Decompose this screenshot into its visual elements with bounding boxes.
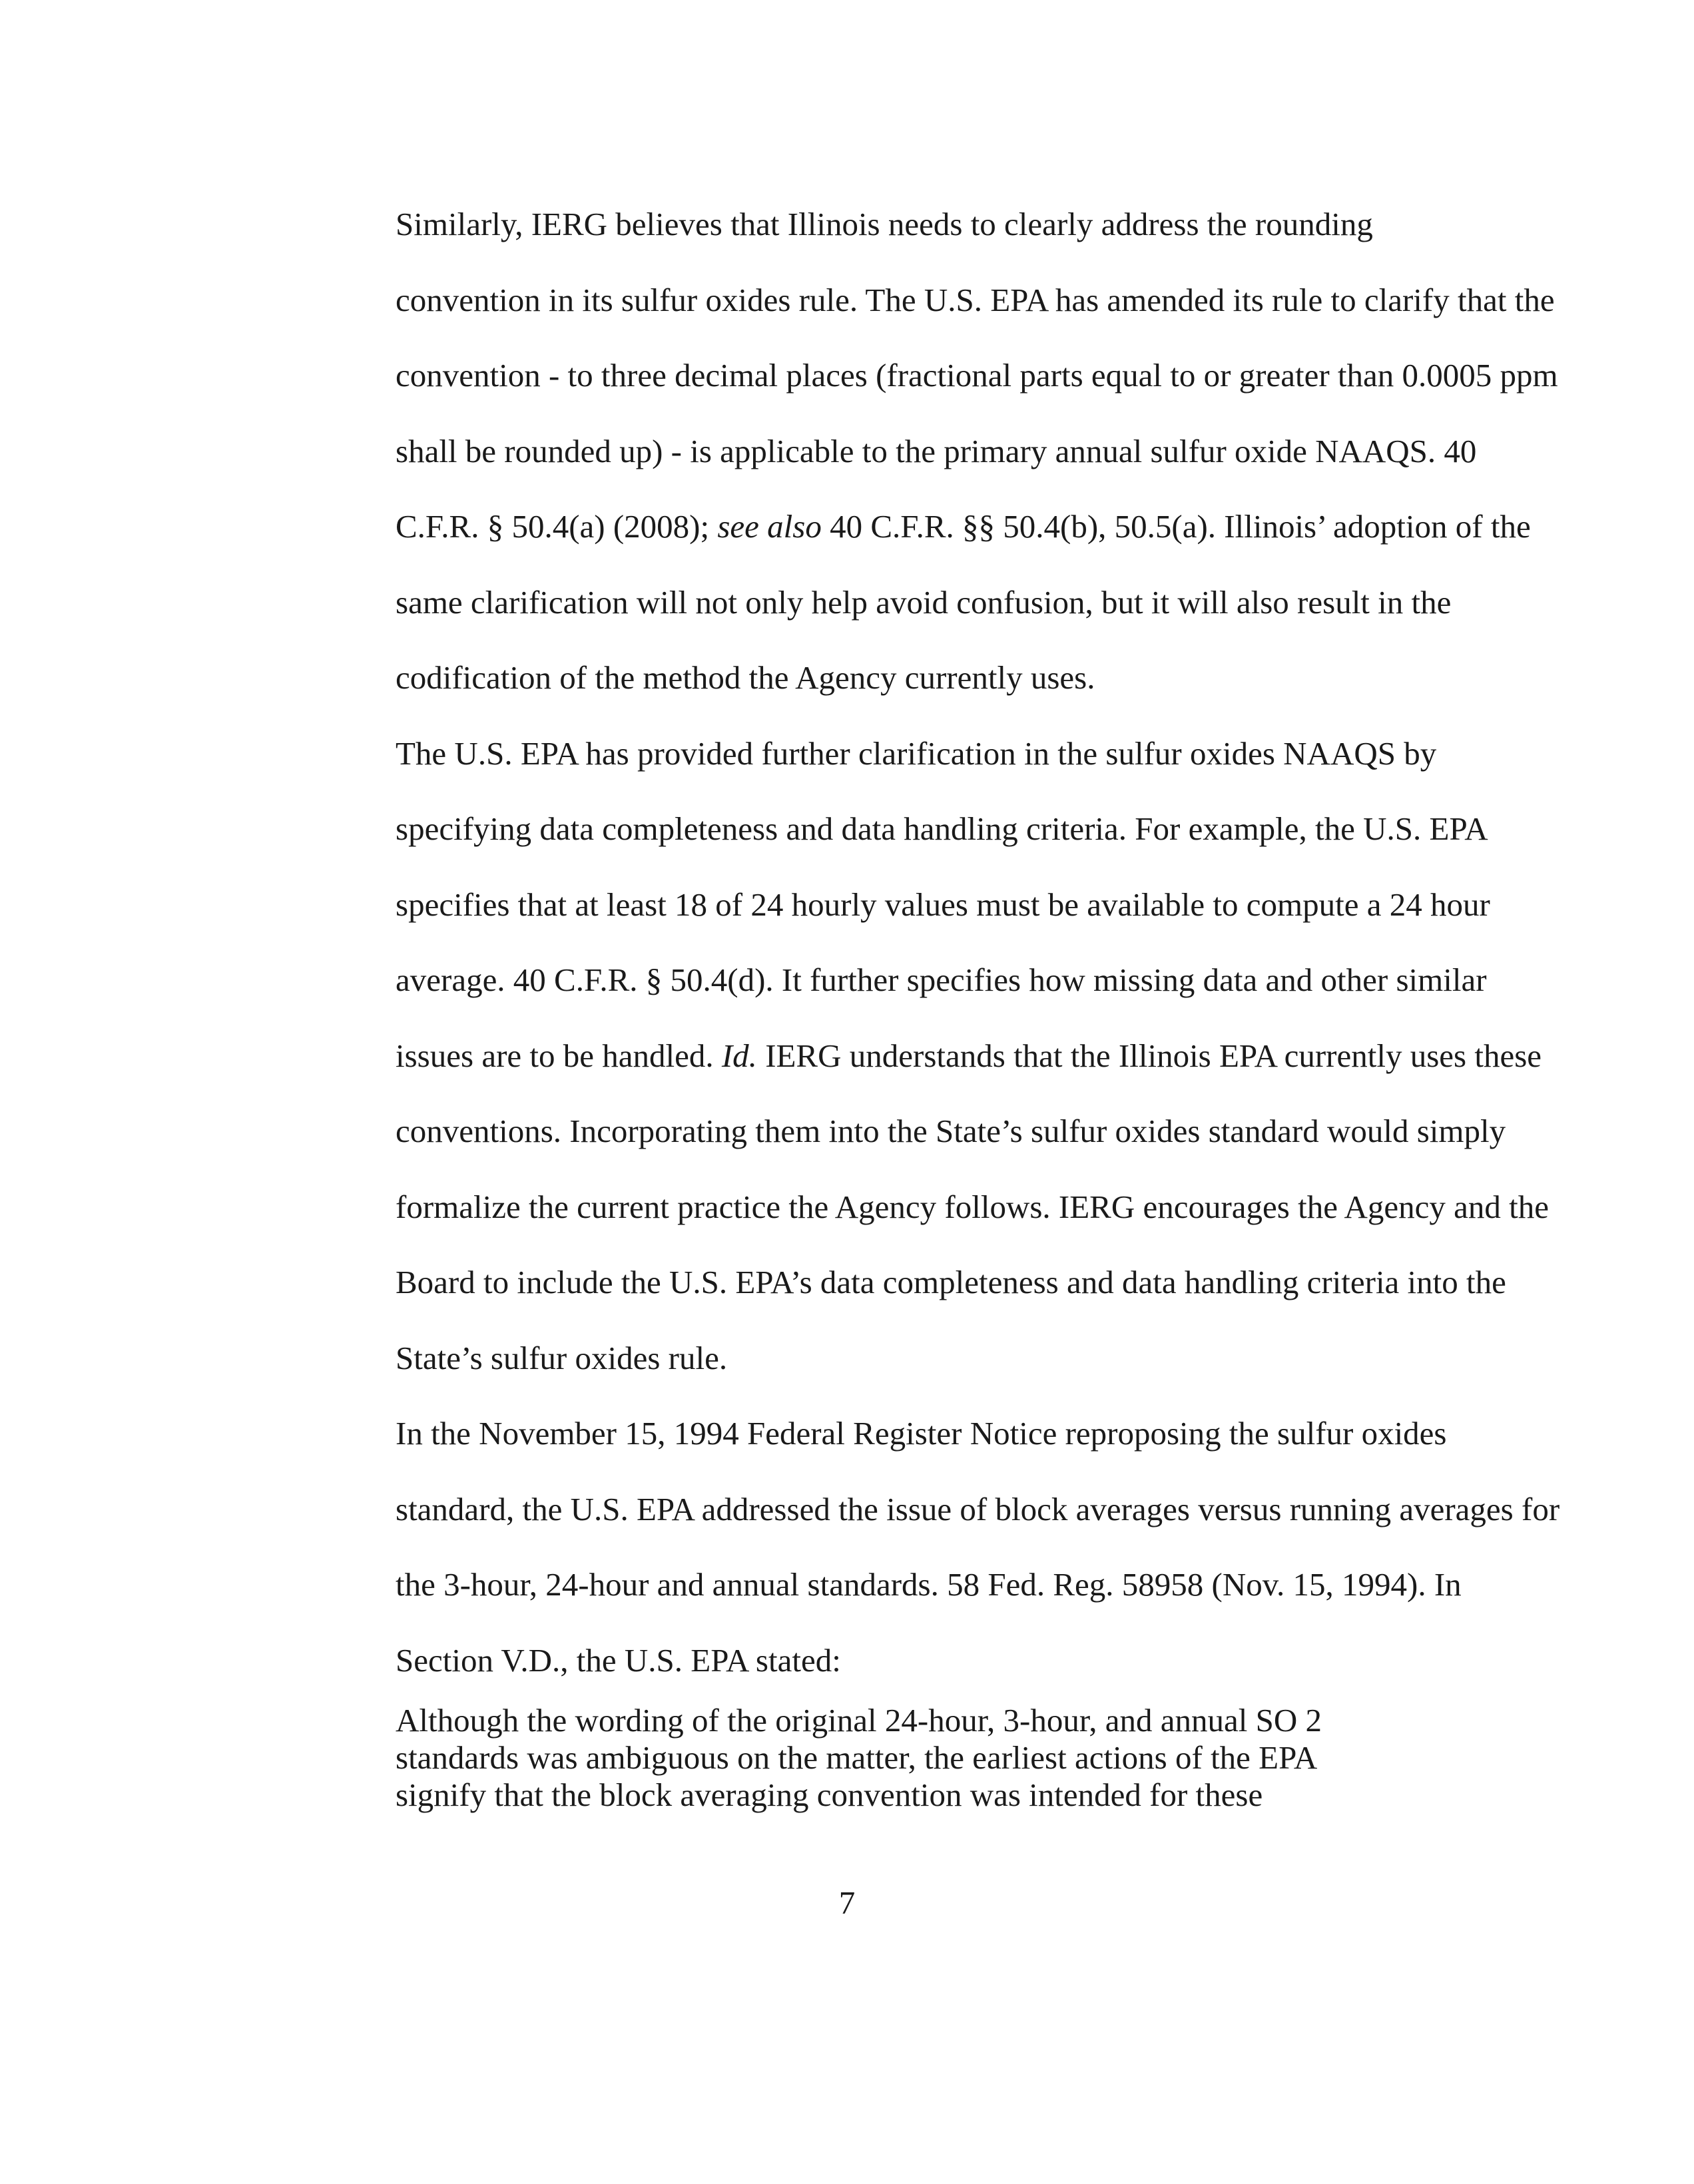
text-line: Board to include the U.S. EPA’s data completeness and data handling criteria into the — [396, 1264, 1506, 1300]
text-line: same clarification will not only help avoid confusion, but it will also result in the — [396, 583, 1452, 621]
text-line: codification of the method the Agency currently uses. — [396, 659, 1095, 696]
text-line: the 3-hour, 24-hour and annual standards. 58 Fed. Reg. 58958 (Nov. 15, 1994). In — [396, 1566, 1462, 1603]
paragraph-block-averages — [297, 1396, 1560, 1698]
text-line: specifies that at least 18 of 24 hourly values must be available to compute a 24 hour — [396, 886, 1490, 923]
text-line: C.F.R. § 50.4(a) (2008); see also 40 C.F.R. §§ 50.4(b), 50.5(a). Illinois’ adoption of the — [396, 508, 1531, 545]
block-quote — [396, 1702, 1394, 1814]
text-line: conventions. Incorporating them into the State’s sulfur oxides standard would simply — [396, 1113, 1506, 1149]
body-text — [297, 186, 1560, 1698]
text-line: standard, the U.S. EPA addressed the issue of block averages versus running averages for — [396, 1490, 1560, 1527]
text-line: specifying data completeness and data handling criteria. For example, the U.S. EPA — [396, 810, 1488, 847]
text-line: convention in its sulfur oxides rule. The U.S. EPA has amended its rule to clarify that the — [396, 281, 1555, 318]
page-number: 7 — [838, 1884, 856, 1921]
quote-line: signify that the block averaging convention was intended for these — [396, 1776, 1263, 1813]
text-line: The U.S. EPA has provided further clarification in the sulfur oxides NAAQS by — [396, 734, 1437, 772]
citation-signal-see-also: see also — [717, 508, 822, 545]
text-line: State’s sulfur oxides rule. — [396, 1339, 728, 1376]
quote-line: Although the wording of the original 24-hour, 3-hour, and annual SO 2 — [396, 1702, 1322, 1739]
paragraph-rounding-convention — [297, 186, 1558, 716]
citation-signal-id: Id. — [721, 1037, 757, 1074]
text-line: Section V.D., the U.S. EPA stated: — [396, 1641, 841, 1679]
text-line: average. 40 C.F.R. § 50.4(d). It further specifies how missing data and other similar — [396, 961, 1487, 998]
quote-line: standards was ambiguous on the matter, the earliest actions of the EPA — [396, 1739, 1318, 1776]
text-line: In the November 15, 1994 Federal Register Notice reproposing the sulfur oxides — [396, 1415, 1447, 1452]
text-line: issues are to be handled. Id. IERG understands that the Illinois EPA currently uses these — [396, 1037, 1542, 1074]
text-line: convention - to three decimal places (fractional parts equal to or greater than 0.0005 ppm — [396, 357, 1558, 394]
text-line: Similarly, IERG believes that Illinois needs to clearly address the rounding — [396, 206, 1373, 242]
text-line: formalize the current practice the Agency follows. IERG encourages the Agency and the — [396, 1188, 1550, 1225]
paragraph-data-completeness — [297, 716, 1550, 1396]
text-line: shall be rounded up) - is applicable to the primary annual sulfur oxide NAAQS. 40 — [396, 432, 1477, 469]
